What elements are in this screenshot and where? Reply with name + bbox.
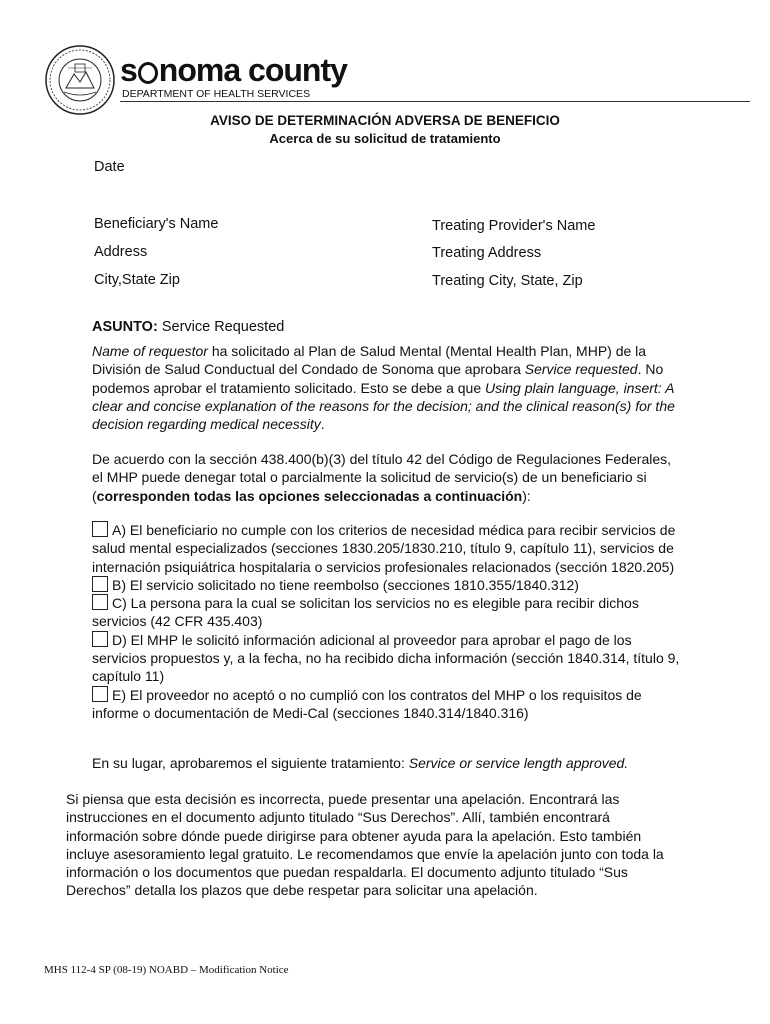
subject-value: Service Requested [161, 319, 285, 335]
date-field: Date [94, 159, 125, 175]
legal-bold: corresponden todas las opciones seleccionadas a continuación [96, 487, 523, 504]
intro-text-3: . [320, 416, 325, 433]
notice-title: AVISO DE DETERMINACIÓN ADVERSA DE BENEFICIO [210, 113, 560, 128]
address-field: Address [94, 244, 148, 260]
intro-paragraph [92, 342, 682, 433]
city-state-zip-field: City,State Zip [94, 272, 180, 288]
subject-label: ASUNTO: [92, 319, 158, 335]
approval-service-placeholder: Service or service length approved. [408, 755, 629, 771]
intro-text-2: . No podemos aprobar el tratamiento solicitado. Esto se debe a que [92, 361, 664, 396]
option-a [92, 521, 687, 576]
option-b-checkbox[interactable] [92, 576, 108, 592]
option-d [92, 631, 687, 686]
approval-text: En su lugar, aprobaremos el siguiente tratamiento: [92, 755, 409, 771]
option-b [92, 576, 687, 594]
legal-paragraph [92, 450, 682, 505]
provider-city-field: Treating City, State, Zip [432, 273, 583, 289]
appeal-paragraph: Si piensa que esta decisión es incorrecta, puede presentar una apelación. Encontrará las instrucciones en el documento adjunto titulado “Sus Derechos”. Allí, también encontrará información sobre dónde puede dirigirse para obtener ayuda para la apelación. Esto también incluye asesoramiento legal gratuito. Le recomendamos que envíe la apelación junto con toda la información o los documentos que puedan respaldarla. El documento adjunto titulado “Sus Derechos” detalla los plazos que debe respetar para solicitar una apelación. [66, 791, 664, 899]
provider-address-field: Treating Address [432, 245, 542, 261]
option-c-text: C) La persona para la cual se solicitan los servicios no es elegible para recibir dichos servicios (42 CFR 435.403) [92, 595, 639, 630]
sonoma-county-logo [120, 52, 347, 88]
option-d-text: D) El MHP le solicitó información adicional al proveedor para aprobar el pago de los servicios propuestos y, a la fecha, no ha recibido dicha información (sección 1840.314, título 9, capítulo 11) [92, 631, 680, 685]
option-e-checkbox[interactable] [92, 686, 108, 702]
logo-rest: noma county [158, 52, 347, 88]
option-e [92, 686, 687, 723]
requestor-placeholder: Name of requestor [92, 343, 208, 359]
intro-text-1: ha solicitado al Plan de Salud Mental (Mental Health Plan, MHP) de la División de Salud Conductual del Condado de Sonoma que aprobara [92, 343, 647, 378]
header-divider [120, 101, 750, 102]
option-d-checkbox[interactable] [92, 631, 108, 647]
option-c [92, 594, 687, 631]
option-b-text: B) El servicio solicitado no tiene reembolso (secciones 1810.355/1840.312) [112, 576, 579, 593]
legal-text-2: ): [522, 487, 531, 504]
form-footer: MHS 112-4 SP (08-19) NOABD – Modification Notice [44, 964, 289, 976]
subject-line [92, 318, 284, 336]
option-c-checkbox[interactable] [92, 594, 108, 610]
service-placeholder: Service requested [524, 361, 638, 378]
option-a-text: A) El beneficiario no cumple con los criterios de necesidad médica para recibir servicios de salud mental especializados (secciones 1830.205/1830.210, título 9, capítulo 11), servicios de internación psiquiátrica hospitalaria o servicios profesionales relacionados (sección 1820.205) [92, 522, 676, 575]
legal-text-1: De acuerdo con la sección 438.400(b)(3) del título 42 del Código de Regulaciones Federales, el MHP puede denegar total o parcialmente la solicitud de servicio(s) de un beneficiario si ( [92, 451, 672, 504]
approval-line [92, 754, 692, 772]
notice-subtitle: Acerca de su solicitud de tratamiento [269, 131, 501, 146]
logo-apple-icon [138, 62, 158, 84]
option-e-text: E) El proveedor no aceptó o no cumplió con los contratos del MHP o los requisitos de informe o documentación de Medi-Cal (secciones 1840.314/1840.316) [92, 686, 642, 721]
option-a-checkbox[interactable] [92, 521, 108, 537]
provider-name-field: Treating Provider's Name [432, 218, 596, 234]
options-list [92, 521, 687, 722]
beneficiary-name-field: Beneficiary's Name [94, 216, 219, 232]
department-name: DEPARTMENT OF HEALTH SERVICES [122, 88, 311, 100]
logo-s: s [120, 52, 137, 88]
reason-placeholder: Using plain language, insert: A clear and concise explanation of the reasons for the decision; and the clinical reason(s) for the decision regarding medical necessity [92, 379, 675, 433]
county-seal-icon [44, 44, 116, 116]
